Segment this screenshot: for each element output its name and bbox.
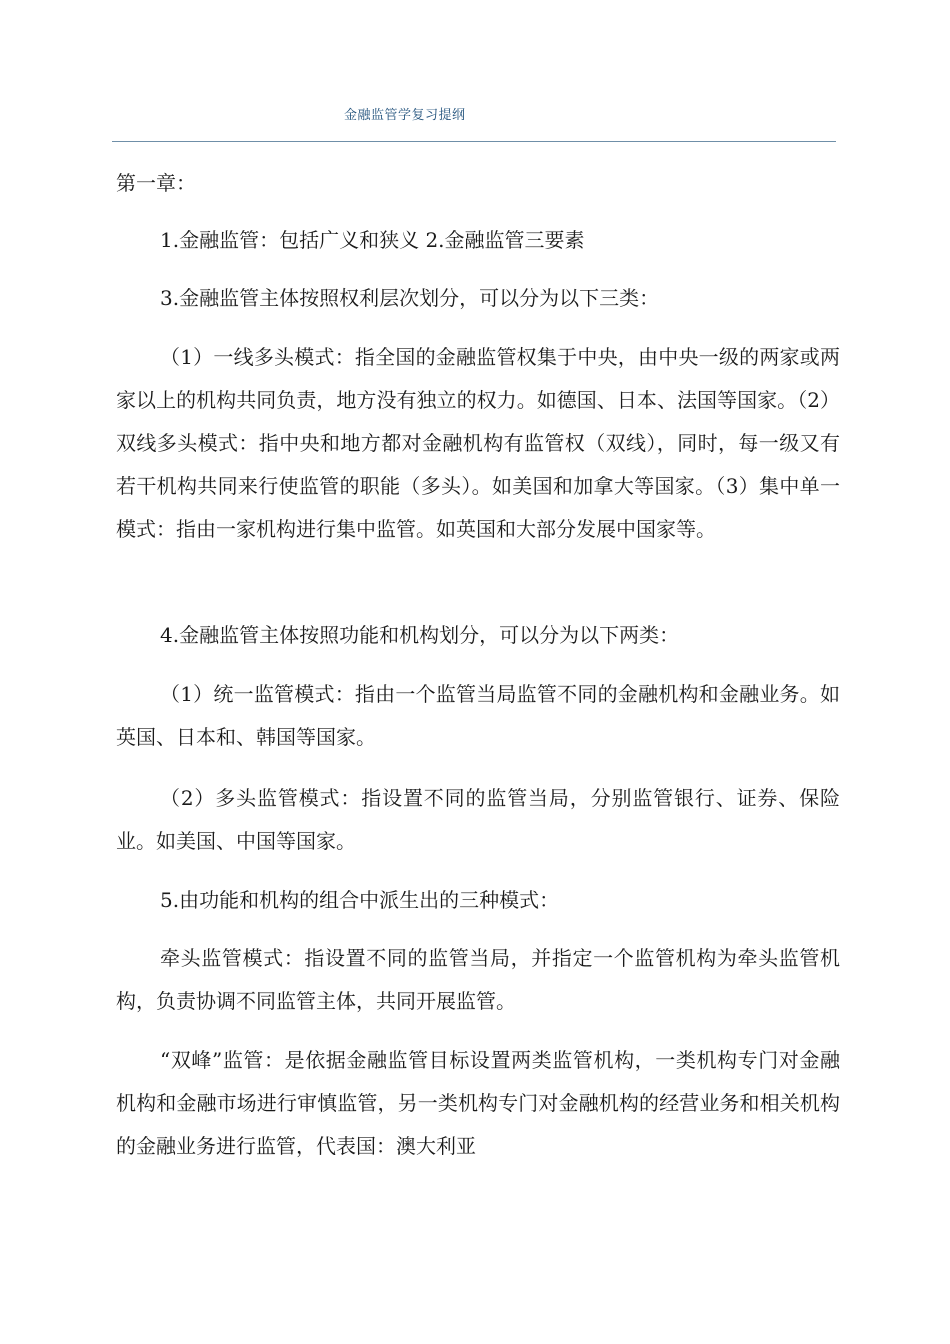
paragraph-4: 4.金融监管主体按照功能和机构划分，可以分为以下两类： (160, 623, 680, 647)
header-title: 金融监管学复习提纲 (344, 108, 466, 123)
paragraph-9: “双峰”监管：是依据金融监管目标设置两类监管机构，一类机构专门对金融机构和金融市场进行审慎监管，另一类机构专门对金融机构的经营业务和相关机构的金融业务进行监管，代表国：澳大利亚 (116, 1048, 840, 1158)
paragraph-7: 5.由功能和机构的组合中派生出的三种模式： (160, 888, 560, 912)
paragraph-1: 1.金融监管：包括广义和狭义 2.金融监管三要素 (160, 228, 585, 252)
paragraph-3: （1）一线多头模式：指全国的金融监管权集于中央，由中央一级的两家或两家以上的机构共同负责，地方没有独立的权力。如德国、日本、法国等国家。（2）双线多头模式：指中央和地方都对金融机构有监管权（双线），同时，每一级又有若干机构共同来行使监管的职能（多头）。如美国和加拿大等国家。（3）集中单一模式：指由一家机构进行集中监管。如英国和大部分发展中国家等。 (116, 345, 840, 541)
header-divider (112, 141, 836, 142)
chapter-heading: 第一章： (116, 171, 196, 195)
paragraph-8: 牵头监管模式：指设置不同的监管当局，并指定一个监管机构为牵头监管机构，负责协调不同监管主体，共同开展监管。 (116, 946, 840, 1013)
paragraph-5: （1）统一监管模式：指由一个监管当局监管不同的金融机构和金融业务。如英国、日本和、韩国等国家。 (116, 682, 840, 749)
paragraph-6: （2）多头监管模式：指设置不同的监管当局，分别监管银行、证券、保险业。如美国、中国等国家。 (116, 786, 840, 853)
paragraph-2: 3.金融监管主体按照权利层次划分，可以分为以下三类： (160, 286, 660, 310)
